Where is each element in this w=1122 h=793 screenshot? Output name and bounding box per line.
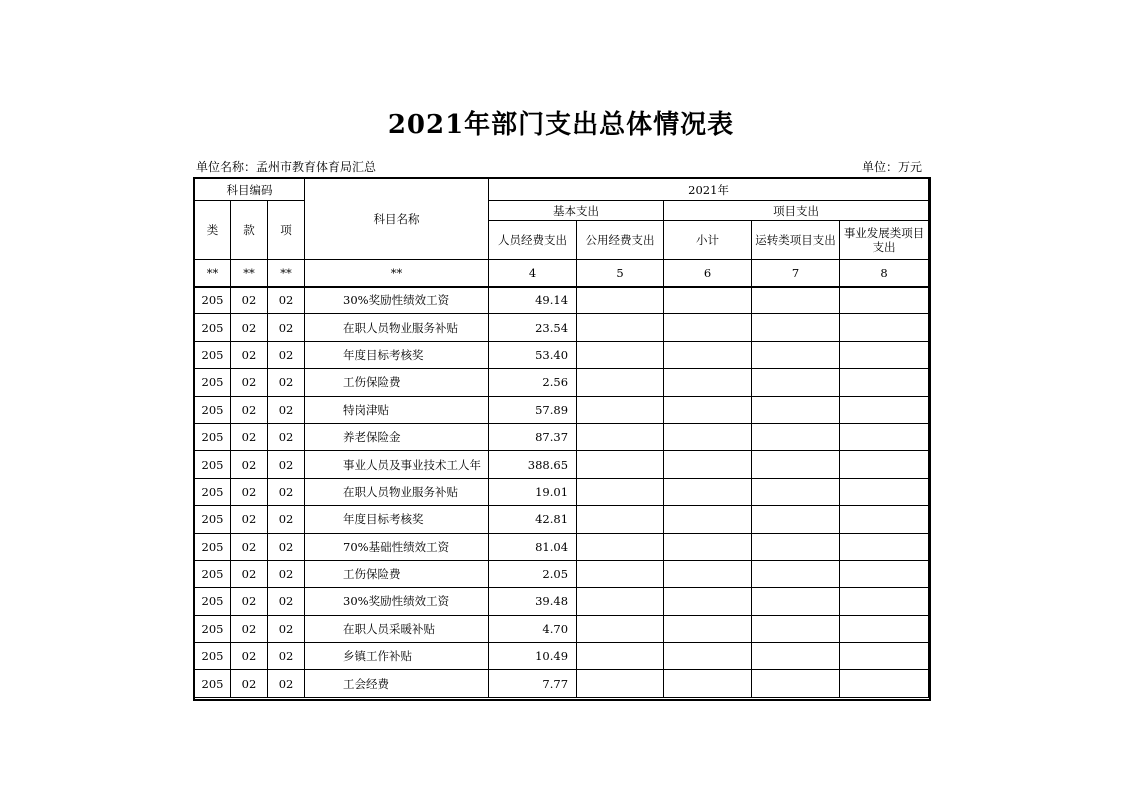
cell-personnel: 4.70: [489, 615, 577, 642]
cell-subject-name: 30%奖励性绩效工资: [305, 588, 489, 615]
cell-development: [840, 369, 929, 396]
header-subtotal: 小计: [664, 221, 752, 260]
cell-xiang: 02: [268, 643, 305, 670]
cell-kuan: 02: [231, 478, 268, 505]
cell-lei: 205: [195, 314, 231, 341]
cell-development: [840, 615, 929, 642]
header-project-group: 项目支出: [664, 201, 929, 221]
cell-subject-name: 70%基础性绩效工资: [305, 533, 489, 560]
cell-personnel: 388.65: [489, 451, 577, 478]
cell-subject-name: 工会经费: [305, 670, 489, 697]
cell-subtotal: [664, 615, 752, 642]
cell-subtotal: [664, 588, 752, 615]
cell-lei: 205: [195, 423, 231, 450]
expenditure-table: [194, 178, 929, 698]
cell-public: [577, 287, 664, 314]
table-row: [195, 396, 929, 423]
cell-operating: [752, 396, 840, 423]
index-cell: 8: [840, 260, 929, 287]
cell-development: [840, 341, 929, 368]
cell-operating: [752, 615, 840, 642]
cell-kuan: 02: [231, 423, 268, 450]
cell-kuan: 02: [231, 369, 268, 396]
cell-operating: [752, 314, 840, 341]
header-public: 公用经费支出: [577, 221, 664, 260]
cell-operating: [752, 478, 840, 505]
index-cell: 5: [577, 260, 664, 287]
header-basic-group: 基本支出: [489, 201, 664, 221]
cell-xiang: 02: [268, 287, 305, 314]
currency-unit: 单位：万元: [862, 160, 923, 174]
cell-subject-name: 在职人员采暖补贴: [305, 615, 489, 642]
cell-kuan: 02: [231, 396, 268, 423]
cell-personnel: 42.81: [489, 506, 577, 533]
cell-subject-name: 乡镇工作补贴: [305, 643, 489, 670]
cell-operating: [752, 643, 840, 670]
cell-xiang: 02: [268, 588, 305, 615]
header-code-group: 科目编码: [195, 179, 305, 201]
cell-personnel: 23.54: [489, 314, 577, 341]
cell-operating: [752, 670, 840, 697]
cell-personnel: 49.14: [489, 287, 577, 314]
cell-lei: 205: [195, 670, 231, 697]
cell-xiang: 02: [268, 670, 305, 697]
cell-personnel: 81.04: [489, 533, 577, 560]
cell-public: [577, 451, 664, 478]
cell-subtotal: [664, 560, 752, 587]
cell-xiang: 02: [268, 341, 305, 368]
cell-kuan: 02: [231, 533, 268, 560]
cell-lei: 205: [195, 506, 231, 533]
cell-operating: [752, 588, 840, 615]
index-row: [195, 260, 929, 287]
cell-development: [840, 533, 929, 560]
cell-lei: 205: [195, 588, 231, 615]
cell-personnel: 53.40: [489, 341, 577, 368]
cell-development: [840, 560, 929, 587]
cell-kuan: 02: [231, 314, 268, 341]
cell-development: [840, 506, 929, 533]
cell-public: [577, 341, 664, 368]
table-row: [195, 451, 929, 478]
table-row: [195, 506, 929, 533]
cell-public: [577, 560, 664, 587]
header-operating: 运转类项目支出: [752, 221, 840, 260]
cell-subtotal: [664, 643, 752, 670]
cell-subject-name: 工伤保险费: [305, 369, 489, 396]
header-subject-name: 科目名称: [305, 179, 489, 260]
cell-personnel: 2.05: [489, 560, 577, 587]
cell-kuan: 02: [231, 451, 268, 478]
cell-subtotal: [664, 423, 752, 450]
cell-subtotal: [664, 451, 752, 478]
cell-kuan: 02: [231, 643, 268, 670]
cell-lei: 205: [195, 643, 231, 670]
cell-subject-name: 养老保险金: [305, 423, 489, 450]
cell-development: [840, 588, 929, 615]
cell-lei: 205: [195, 396, 231, 423]
cell-operating: [752, 369, 840, 396]
cell-subtotal: [664, 478, 752, 505]
cell-public: [577, 506, 664, 533]
cell-lei: 205: [195, 341, 231, 368]
cell-subject-name: 年度目标考核奖: [305, 341, 489, 368]
table-row: [195, 560, 929, 587]
cell-public: [577, 314, 664, 341]
header-xiang: 项: [268, 201, 305, 260]
cell-subtotal: [664, 369, 752, 396]
cell-xiang: 02: [268, 560, 305, 587]
cell-development: [840, 423, 929, 450]
cell-personnel: 7.77: [489, 670, 577, 697]
cell-subtotal: [664, 287, 752, 314]
cell-personnel: 87.37: [489, 423, 577, 450]
cell-kuan: 02: [231, 341, 268, 368]
cell-public: [577, 533, 664, 560]
index-cell: 7: [752, 260, 840, 287]
cell-operating: [752, 533, 840, 560]
cell-public: [577, 588, 664, 615]
cell-subject-name: 在职人员物业服务补贴: [305, 314, 489, 341]
page-title: 2021年部门支出总体情况表: [387, 110, 735, 140]
table-row: [195, 478, 929, 505]
index-cell: **: [305, 260, 489, 287]
cell-subject-name: 特岗津贴: [305, 396, 489, 423]
cell-operating: [752, 451, 840, 478]
cell-subject-name: 年度目标考核奖: [305, 506, 489, 533]
cell-lei: 205: [195, 533, 231, 560]
cell-public: [577, 423, 664, 450]
index-cell: 4: [489, 260, 577, 287]
header-year-group: 2021年: [489, 179, 929, 201]
header-lei: 类: [195, 201, 231, 260]
cell-xiang: 02: [268, 369, 305, 396]
cell-operating: [752, 423, 840, 450]
index-cell: **: [195, 260, 231, 287]
cell-xiang: 02: [268, 478, 305, 505]
cell-subtotal: [664, 670, 752, 697]
table-row: [195, 615, 929, 642]
cell-xiang: 02: [268, 314, 305, 341]
header-kuan: 款: [231, 201, 268, 260]
header-development: 事业发展类项目支出: [840, 221, 929, 260]
cell-subtotal: [664, 314, 752, 341]
cell-xiang: 02: [268, 533, 305, 560]
cell-operating: [752, 287, 840, 314]
cell-subtotal: [664, 396, 752, 423]
cell-subject-name: 事业人员及事业技术工人年: [305, 451, 489, 478]
cell-public: [577, 615, 664, 642]
cell-development: [840, 643, 929, 670]
cell-public: [577, 670, 664, 697]
table-row: [195, 588, 929, 615]
table-row: [195, 341, 929, 368]
cell-personnel: 57.89: [489, 396, 577, 423]
cell-kuan: 02: [231, 588, 268, 615]
index-cell: **: [231, 260, 268, 287]
cell-kuan: 02: [231, 615, 268, 642]
cell-operating: [752, 560, 840, 587]
cell-kuan: 02: [231, 670, 268, 697]
cell-operating: [752, 341, 840, 368]
cell-subject-name: 工伤保险费: [305, 560, 489, 587]
cell-kuan: 02: [231, 287, 268, 314]
cell-public: [577, 478, 664, 505]
cell-development: [840, 451, 929, 478]
cell-development: [840, 670, 929, 697]
cell-development: [840, 478, 929, 505]
cell-personnel: 39.48: [489, 588, 577, 615]
table-row: [195, 670, 929, 697]
cell-operating: [752, 506, 840, 533]
cell-lei: 205: [195, 560, 231, 587]
cell-lei: 205: [195, 287, 231, 314]
cell-development: [840, 396, 929, 423]
cell-lei: 205: [195, 369, 231, 396]
cell-personnel: 19.01: [489, 478, 577, 505]
table-row: [195, 423, 929, 450]
table-row: [195, 533, 929, 560]
table-row: [195, 643, 929, 670]
cell-subject-name: 在职人员物业服务补贴: [305, 478, 489, 505]
header-personnel: 人员经费支出: [489, 221, 577, 260]
cell-personnel: 10.49: [489, 643, 577, 670]
cell-subtotal: [664, 533, 752, 560]
cell-development: [840, 287, 929, 314]
cell-personnel: 2.56: [489, 369, 577, 396]
cell-xiang: 02: [268, 423, 305, 450]
cell-lei: 205: [195, 451, 231, 478]
table-row: [195, 369, 929, 396]
table-row: [195, 314, 929, 341]
cell-kuan: 02: [231, 506, 268, 533]
cell-subtotal: [664, 506, 752, 533]
cell-subtotal: [664, 341, 752, 368]
cell-kuan: 02: [231, 560, 268, 587]
table-row: [195, 287, 929, 314]
cell-xiang: 02: [268, 396, 305, 423]
unit-name: 单位名称：孟州市教育体育局汇总: [196, 160, 377, 174]
cell-development: [840, 314, 929, 341]
cell-lei: 205: [195, 615, 231, 642]
index-cell: **: [268, 260, 305, 287]
cell-public: [577, 643, 664, 670]
index-cell: 6: [664, 260, 752, 287]
cell-public: [577, 369, 664, 396]
cell-lei: 205: [195, 478, 231, 505]
cell-xiang: 02: [268, 615, 305, 642]
cell-public: [577, 396, 664, 423]
cell-subject-name: 30%奖励性绩效工资: [305, 287, 489, 314]
cell-xiang: 02: [268, 506, 305, 533]
cell-xiang: 02: [268, 451, 305, 478]
